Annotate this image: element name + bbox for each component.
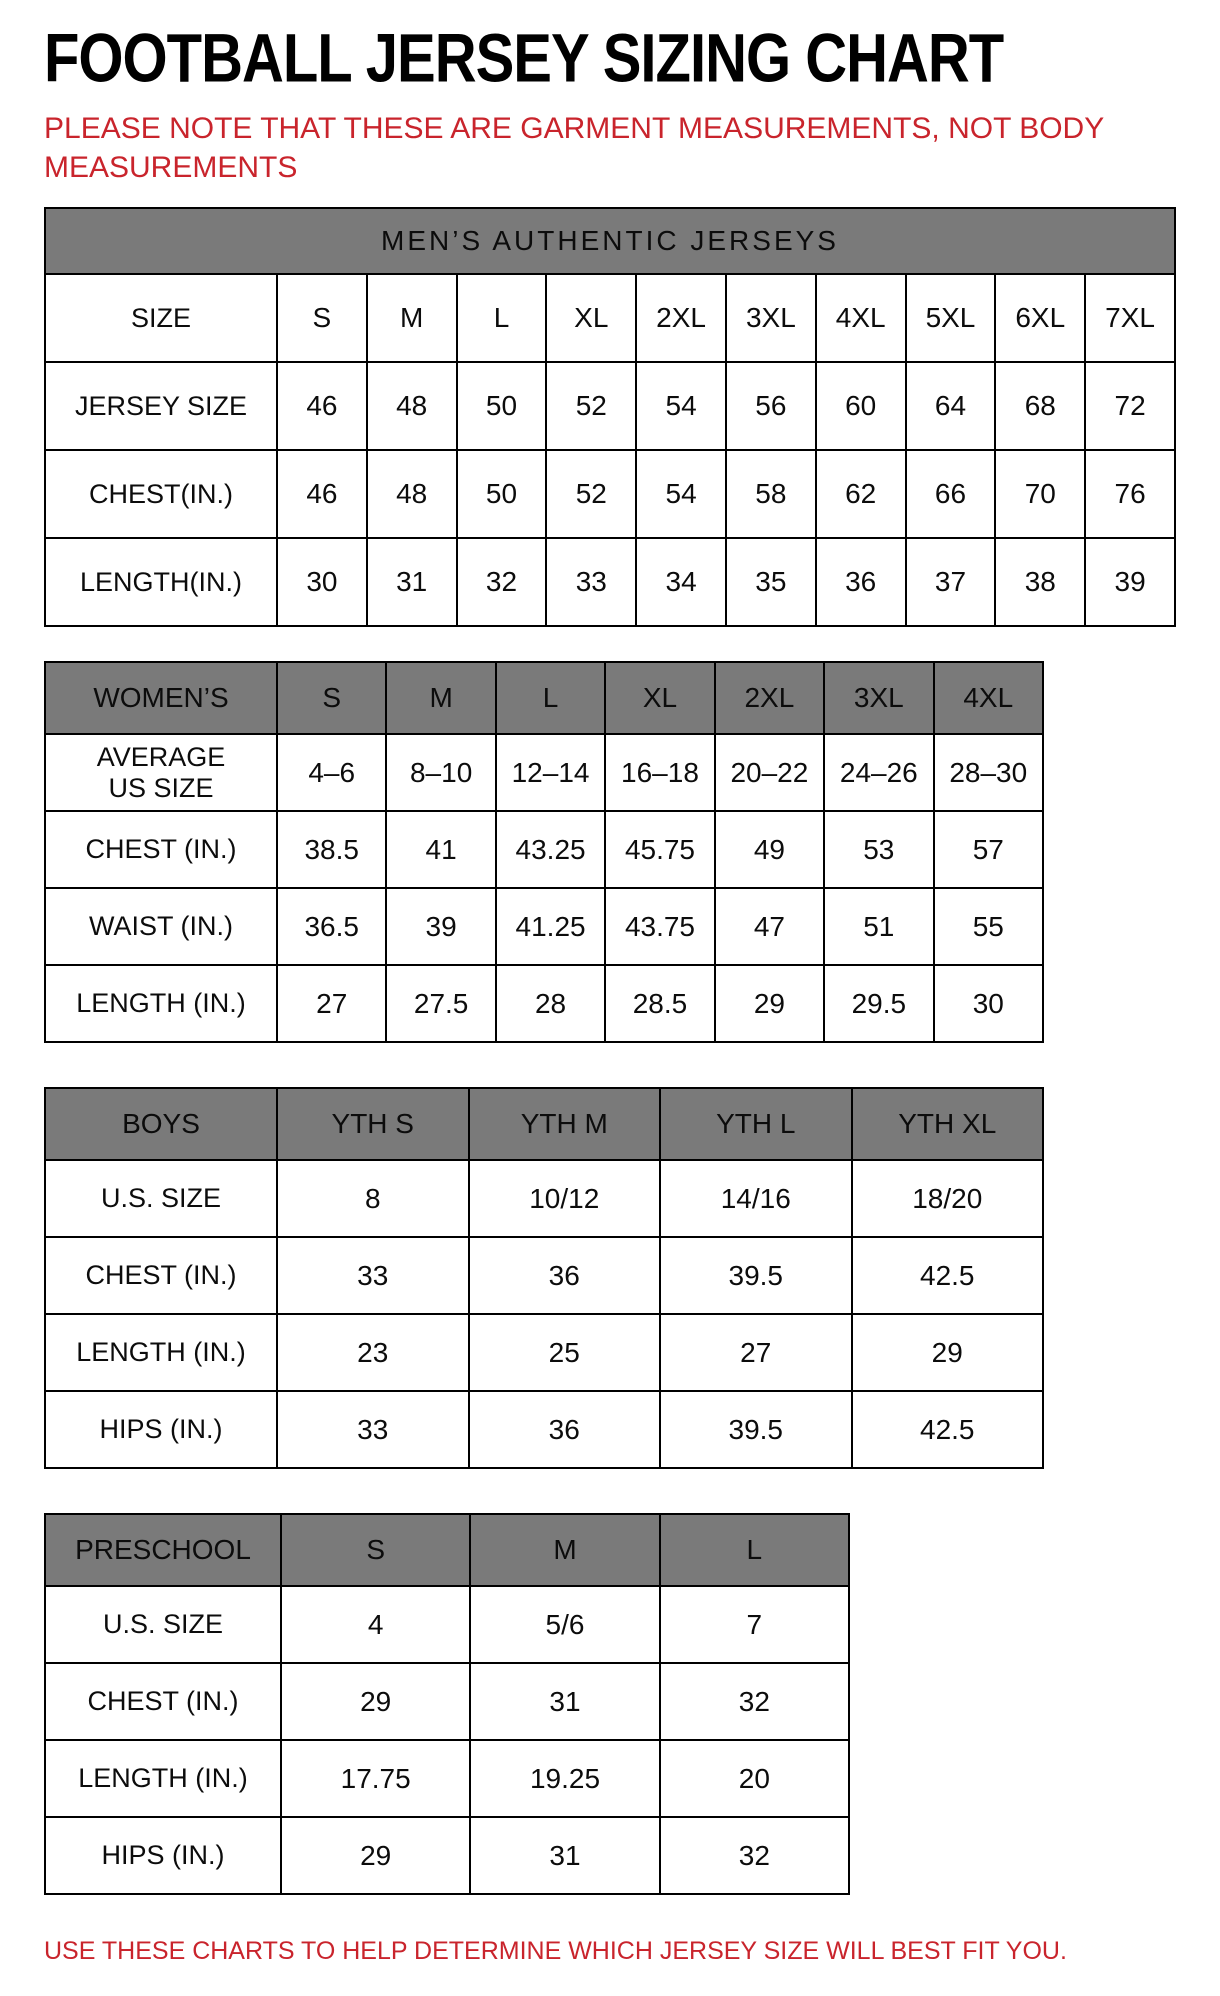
table-cell: 36 bbox=[469, 1391, 661, 1468]
table-cell: S bbox=[277, 274, 367, 362]
table-cell: 27.5 bbox=[386, 965, 495, 1042]
table-cell: 39 bbox=[386, 888, 495, 965]
womens-jerseys-table bbox=[44, 661, 1044, 1043]
table-cell: 56 bbox=[726, 362, 816, 450]
table-cell: 29 bbox=[281, 1817, 470, 1894]
size-header-cell: YTH L bbox=[660, 1088, 852, 1160]
table-cell: 27 bbox=[277, 965, 386, 1042]
table-cell: 18/20 bbox=[852, 1160, 1044, 1237]
table-cell: 64 bbox=[906, 362, 996, 450]
size-header-cell: M bbox=[470, 1514, 659, 1586]
size-header-cell: L bbox=[496, 662, 605, 734]
table-cell: 17.75 bbox=[281, 1740, 470, 1817]
table-cell: 72 bbox=[1085, 362, 1175, 450]
table-cell: 8 bbox=[277, 1160, 469, 1237]
table-cell: 57 bbox=[934, 811, 1043, 888]
row-label: U.S. SIZE bbox=[45, 1586, 281, 1663]
table-cell: 6XL bbox=[995, 274, 1085, 362]
table-row bbox=[45, 1160, 1043, 1237]
table-row bbox=[45, 734, 1043, 811]
table-cell: 29 bbox=[281, 1663, 470, 1740]
table-cell: 43.25 bbox=[496, 811, 605, 888]
table-cell: 41.25 bbox=[496, 888, 605, 965]
mens-table-title: MEN’S AUTHENTIC JERSEYS bbox=[45, 208, 1175, 274]
row-label: CHEST (IN.) bbox=[45, 811, 277, 888]
table-cell: 38 bbox=[995, 538, 1085, 626]
table-row bbox=[45, 1314, 1043, 1391]
table-cell: 46 bbox=[277, 450, 367, 538]
table-cell: 42.5 bbox=[852, 1391, 1044, 1468]
table-cell: 49 bbox=[715, 811, 824, 888]
row-label: LENGTH(IN.) bbox=[45, 538, 277, 626]
table-cell: 37 bbox=[906, 538, 996, 626]
row-label: AVERAGE US SIZE bbox=[45, 734, 277, 811]
row-label: CHEST(IN.) bbox=[45, 450, 277, 538]
table-cell: 36.5 bbox=[277, 888, 386, 965]
fit-advice-footer: USE THESE CHARTS TO HELP DETERMINE WHICH JERSEY SIZE WILL BEST FIT YOU. bbox=[44, 1937, 1067, 1965]
table-cell: 43.75 bbox=[605, 888, 714, 965]
table-cell: 76 bbox=[1085, 450, 1175, 538]
table-cell: 36 bbox=[816, 538, 906, 626]
table-cell: 50 bbox=[457, 362, 547, 450]
row-label: LENGTH (IN.) bbox=[45, 1740, 281, 1817]
table-row bbox=[45, 538, 1175, 626]
preschool-table-title: PRESCHOOL bbox=[45, 1514, 281, 1586]
table-cell: 3XL bbox=[726, 274, 816, 362]
table-cell: 28.5 bbox=[605, 965, 714, 1042]
table-cell: 62 bbox=[816, 450, 906, 538]
table-cell: 35 bbox=[726, 538, 816, 626]
row-label: CHEST (IN.) bbox=[45, 1663, 281, 1740]
table-row bbox=[45, 450, 1175, 538]
table-cell: 16–18 bbox=[605, 734, 714, 811]
preschool-jerseys-table bbox=[44, 1513, 850, 1895]
table-cell: 48 bbox=[367, 362, 457, 450]
table-cell: 30 bbox=[277, 538, 367, 626]
table-cell: 4–6 bbox=[277, 734, 386, 811]
mens-title-row bbox=[45, 208, 1175, 274]
table-cell: 46 bbox=[277, 362, 367, 450]
table-cell: 39.5 bbox=[660, 1391, 852, 1468]
table-cell: 32 bbox=[660, 1663, 849, 1740]
table-cell: 32 bbox=[660, 1817, 849, 1894]
table-cell: 20–22 bbox=[715, 734, 824, 811]
size-header-cell: L bbox=[660, 1514, 849, 1586]
table-cell: 70 bbox=[995, 450, 1085, 538]
table-cell: 28 bbox=[496, 965, 605, 1042]
womens-table-title: WOMEN’S bbox=[45, 662, 277, 734]
table-row bbox=[45, 888, 1043, 965]
table-row bbox=[45, 1586, 849, 1663]
table-cell: 27 bbox=[660, 1314, 852, 1391]
table-cell: 55 bbox=[934, 888, 1043, 965]
table-cell: 33 bbox=[277, 1237, 469, 1314]
row-label: HIPS (IN.) bbox=[45, 1817, 281, 1894]
table-cell: 45.75 bbox=[605, 811, 714, 888]
table-cell: 31 bbox=[367, 538, 457, 626]
table-cell: XL bbox=[546, 274, 636, 362]
size-header-cell: S bbox=[281, 1514, 470, 1586]
table-row bbox=[45, 1663, 849, 1740]
table-row bbox=[45, 1817, 849, 1894]
table-cell: 33 bbox=[546, 538, 636, 626]
table-cell: 33 bbox=[277, 1391, 469, 1468]
table-cell: 10/12 bbox=[469, 1160, 661, 1237]
table-cell: 28–30 bbox=[934, 734, 1043, 811]
table-cell: 24–26 bbox=[824, 734, 933, 811]
row-label: HIPS (IN.) bbox=[45, 1391, 277, 1468]
mens-jerseys-table bbox=[44, 207, 1176, 627]
table-row bbox=[45, 1237, 1043, 1314]
size-header-cell: S bbox=[277, 662, 386, 734]
table-cell: 23 bbox=[277, 1314, 469, 1391]
boys-header-row bbox=[45, 1088, 1043, 1160]
boys-jerseys-table bbox=[44, 1087, 1044, 1469]
table-cell: 47 bbox=[715, 888, 824, 965]
garment-measurement-note: PLEASE NOTE THAT THESE ARE GARMENT MEASUREMENTS, NOT BODY MEASUREMENTS bbox=[44, 112, 1104, 184]
table-cell: 30 bbox=[934, 965, 1043, 1042]
table-cell: 41 bbox=[386, 811, 495, 888]
table-cell: 8–10 bbox=[386, 734, 495, 811]
table-cell: 29 bbox=[715, 965, 824, 1042]
table-cell: 20 bbox=[660, 1740, 849, 1817]
table-cell: 19.25 bbox=[470, 1740, 659, 1817]
table-cell: 54 bbox=[636, 450, 726, 538]
table-row bbox=[45, 811, 1043, 888]
table-cell: 53 bbox=[824, 811, 933, 888]
size-header-cell: 3XL bbox=[824, 662, 933, 734]
table-row bbox=[45, 1740, 849, 1817]
size-header-cell: XL bbox=[605, 662, 714, 734]
table-cell: 66 bbox=[906, 450, 996, 538]
row-label: CHEST (IN.) bbox=[45, 1237, 277, 1314]
row-label: WAIST (IN.) bbox=[45, 888, 277, 965]
table-cell: 54 bbox=[636, 362, 726, 450]
table-row bbox=[45, 362, 1175, 450]
row-label: JERSEY SIZE bbox=[45, 362, 277, 450]
size-header-cell: 2XL bbox=[715, 662, 824, 734]
table-cell: L bbox=[457, 274, 547, 362]
table-cell: 31 bbox=[470, 1817, 659, 1894]
table-cell: 68 bbox=[995, 362, 1085, 450]
table-cell: 5/6 bbox=[470, 1586, 659, 1663]
table-row bbox=[45, 274, 1175, 362]
table-cell: 38.5 bbox=[277, 811, 386, 888]
table-cell: 50 bbox=[457, 450, 547, 538]
table-cell: 31 bbox=[470, 1663, 659, 1740]
table-cell: 12–14 bbox=[496, 734, 605, 811]
table-cell: 14/16 bbox=[660, 1160, 852, 1237]
table-cell: 29 bbox=[852, 1314, 1044, 1391]
table-cell: 25 bbox=[469, 1314, 661, 1391]
table-cell: 34 bbox=[636, 538, 726, 626]
table-cell: 48 bbox=[367, 450, 457, 538]
size-header-cell: YTH XL bbox=[852, 1088, 1044, 1160]
row-label: SIZE bbox=[45, 274, 277, 362]
table-cell: 36 bbox=[469, 1237, 661, 1314]
size-header-cell: M bbox=[386, 662, 495, 734]
womens-header-row bbox=[45, 662, 1043, 734]
table-cell: 60 bbox=[816, 362, 906, 450]
table-cell: 52 bbox=[546, 362, 636, 450]
table-row bbox=[45, 1391, 1043, 1468]
preschool-header-row bbox=[45, 1514, 849, 1586]
table-cell: 7XL bbox=[1085, 274, 1175, 362]
row-label: U.S. SIZE bbox=[45, 1160, 277, 1237]
table-cell: 4 bbox=[281, 1586, 470, 1663]
size-header-cell: 4XL bbox=[934, 662, 1043, 734]
table-cell: 42.5 bbox=[852, 1237, 1044, 1314]
row-label: LENGTH (IN.) bbox=[45, 965, 277, 1042]
page-title: FOOTBALL JERSEY SIZING CHART bbox=[44, 20, 1004, 97]
table-cell: 5XL bbox=[906, 274, 996, 362]
table-cell: 2XL bbox=[636, 274, 726, 362]
table-row bbox=[45, 965, 1043, 1042]
table-cell: 52 bbox=[546, 450, 636, 538]
table-cell: 58 bbox=[726, 450, 816, 538]
table-cell: 4XL bbox=[816, 274, 906, 362]
table-cell: 32 bbox=[457, 538, 547, 626]
table-cell: 51 bbox=[824, 888, 933, 965]
table-cell: 39 bbox=[1085, 538, 1175, 626]
size-header-cell: YTH S bbox=[277, 1088, 469, 1160]
table-cell: 7 bbox=[660, 1586, 849, 1663]
boys-table-title: BOYS bbox=[45, 1088, 277, 1160]
table-cell: M bbox=[367, 274, 457, 362]
row-label: LENGTH (IN.) bbox=[45, 1314, 277, 1391]
table-cell: 29.5 bbox=[824, 965, 933, 1042]
size-header-cell: YTH M bbox=[469, 1088, 661, 1160]
table-cell: 39.5 bbox=[660, 1237, 852, 1314]
